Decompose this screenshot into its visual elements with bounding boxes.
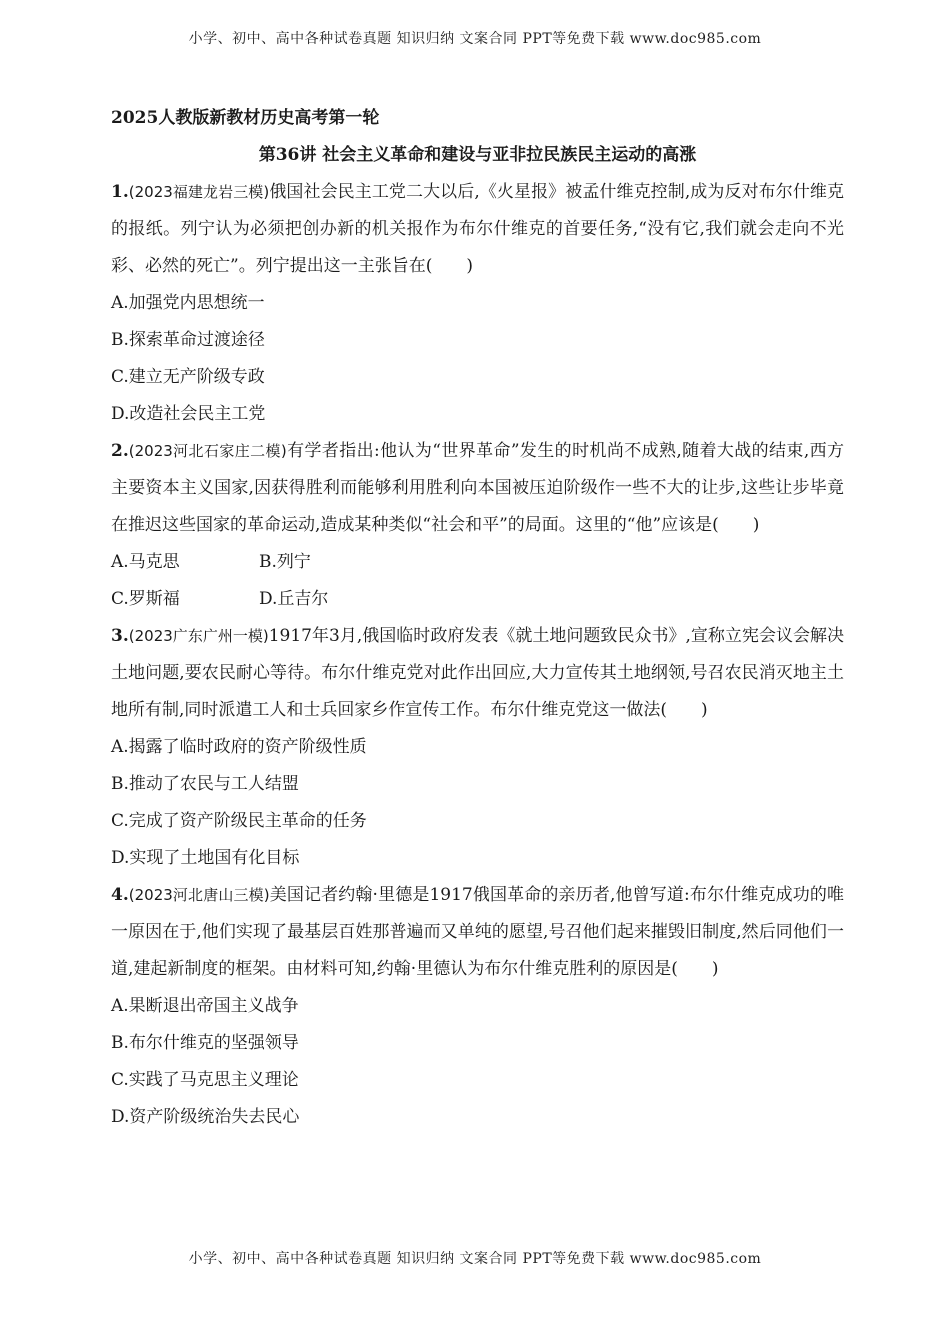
option-b: B.探索革命过渡途径 — [111, 330, 265, 350]
document-title: 2025人教版新教材历史高考第一轮 — [111, 108, 380, 128]
question-text: 俄国社会民主工党二大以后,《火星报》被孟什维克控制,成为反对布尔什维克的报纸。列宁认为必须把创办新的机关报作为布尔什维克的首要任务,“没有它,我们就会走向不光彩、必然的死亡”。列宁提出这一主张旨在( ) — [111, 182, 844, 276]
page-header: 小学、初中、高中各种试卷真题 知识归纳 文案合同 PPT等免费下载 www.doc985.com — [188, 31, 762, 47]
option-a: A.加强党内思想统一 — [111, 293, 265, 313]
question-stem: 2.(2023河北石家庄二模)有学者指出:他认为“世界革命”发生的时机尚不成熟,随着大战的结束,西方主要资本主义国家,因获得胜利而能够利用胜利向本国被压迫阶级作一些不大的让步,这些让步毕竟在推迟这些国家的革命运动,造成某种类似“社会和平”的局面。这里的“他”应该是( ) — [111, 441, 844, 535]
question-source: (2023广东广州一模) — [128, 627, 269, 645]
question-source: (2023河北石家庄二模) — [128, 442, 287, 460]
question-1 — [111, 174, 844, 433]
option-c: C.罗斯福 — [111, 589, 180, 609]
question-number: 1 — [111, 182, 123, 202]
question-number: 3 — [111, 626, 123, 646]
option-a: A.果断退出帝国主义战争 — [111, 996, 299, 1016]
option-b: B.布尔什维克的坚强领导 — [111, 1033, 299, 1053]
option-a: A.揭露了临时政府的资产阶级性质 — [111, 737, 367, 757]
option-b: B.列宁 — [259, 552, 311, 572]
question-number: 4 — [111, 885, 123, 905]
option-c: C.实践了马克思主义理论 — [111, 1070, 299, 1090]
option-row — [111, 544, 844, 581]
option-d: D.资产阶级统治失去民心 — [111, 1107, 300, 1127]
question-text: 有学者指出:他认为“世界革命”发生的时机尚不成熟,随着大战的结束,西方主要资本主义国家,因获得胜利而能够利用胜利向本国被压迫阶级作一些不大的让步,这些让步毕竟在推迟这些国家的革命运动,造成某种类似“社会和平”的局面。这里的“他”应该是( ) — [111, 441, 844, 535]
option-d: D.丘吉尔 — [259, 589, 329, 609]
option-row — [111, 581, 844, 618]
question-stem: 1.(2023福建龙岩三模)俄国社会民主工党二大以后,《火星报》被孟什维克控制,成为反对布尔什维克的报纸。列宁认为必须把创办新的机关报作为布尔什维克的首要任务,“没有它,我们就会走向不光彩、必然的死亡”。列宁提出这一主张旨在( ) — [111, 182, 844, 276]
question-number: 2 — [111, 441, 123, 461]
question-source: (2023福建龙岩三模) — [128, 183, 270, 201]
page-footer: 小学、初中、高中各种试卷真题 知识归纳 文案合同 PPT等免费下载 www.doc985.com — [188, 1251, 762, 1267]
option-d: D.实现了土地国有化目标 — [111, 848, 300, 868]
document-body — [111, 100, 844, 1136]
question-source: (2023河北唐山三模) — [128, 886, 270, 904]
question-stem: 4.(2023河北唐山三模)美国记者约翰·里德是1917俄国革命的亲历者,他曾写道:布尔什维克成功的唯一原因在于,他们实现了最基层百姓那普遍而又单纯的愿望,号召他们起来摧毁旧制度,然后同他们一道,建起新制度的框架。由材料可知,约翰·里德认为布尔什维克胜利的原因是( ) — [111, 885, 844, 979]
question-text: 美国记者约翰·里德是1917俄国革命的亲历者,他曾写道:布尔什维克成功的唯一原因在于,他们实现了最基层百姓那普遍而又单纯的愿望,号召他们起来摧毁旧制度,然后同他们一道,建起新制度的框架。由材料可知,约翰·里德认为布尔什维克胜利的原因是( ) — [111, 885, 844, 979]
option-c: C.建立无产阶级专政 — [111, 367, 265, 387]
question-3 — [111, 618, 844, 877]
lecture-title: 第36讲 社会主义革命和建设与亚非拉民族民主运动的高涨 — [258, 145, 697, 165]
question-4 — [111, 877, 844, 1136]
question-stem: 3.(2023广东广州一模)1917年3月,俄国临时政府发表《就土地问题致民众书》,宣称立宪会议会解决土地问题,要农民耐心等待。布尔什维克党对此作出回应,大力宣传其土地纲领,号召农民消灭地主土地所有制,同时派遣工人和士兵回家乡作宣传工作。布尔什维克党这一做法( ) — [111, 626, 844, 720]
option-c: C.完成了资产阶级民主革命的任务 — [111, 811, 367, 831]
option-b: B.推动了农民与工人结盟 — [111, 774, 299, 794]
question-2 — [111, 433, 844, 618]
question-text: 1917年3月,俄国临时政府发表《就土地问题致民众书》,宣称立宪会议会解决土地问题,要农民耐心等待。布尔什维克党对此作出回应,大力宣传其土地纲领,号召农民消灭地主土地所有制,同时派遣工人和士兵回家乡作宣传工作。布尔什维克党这一做法( ) — [111, 626, 844, 720]
option-d: D.改造社会民主工党 — [111, 404, 266, 424]
option-a: A.马克思 — [111, 552, 180, 572]
